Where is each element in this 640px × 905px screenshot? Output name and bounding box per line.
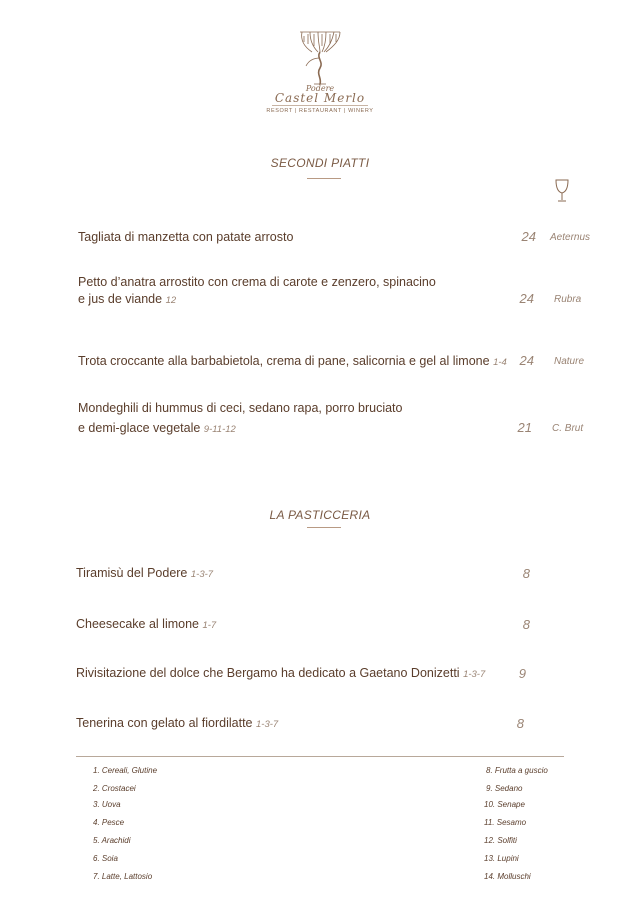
wine-pairing: Nature [554,356,585,367]
allergen-codes: 1-3-7 [256,719,279,730]
menu-item-name-cont: e demi-glace vegetale 9-11-12 [78,421,236,435]
footer-divider [76,756,564,757]
logo-divider [272,105,368,106]
wine-pairing: C. Brut [552,423,584,434]
allergen-entry: 4. Pesce [93,818,125,827]
dessert-item-price: 9 [518,666,526,681]
wine-pairing: Rubra [554,294,582,305]
allergen-entry: 5. Arachidi [93,836,131,845]
menu-item-name-cont: e jus de viande 12 [78,292,177,306]
section-divider [307,527,341,528]
menu-item-name: Tagliata di manzetta con patate arrosto [78,230,294,244]
allergen-codes: 1-3-7 [463,669,486,680]
allergen-entry: 9. Sedano [486,784,523,793]
section-title-pasticceria: LA PASTICCERIA [269,508,371,522]
allergen-entry: 7. Latte, Lattosio [93,872,153,881]
allergen-codes: 12 [165,295,177,306]
allergen-entry: 1. Cereali, Glutine [93,766,158,775]
menu-item-price: 24 [519,353,534,368]
menu-item-price: 21 [517,420,532,435]
allergen-entry: 11. Sesamo [484,818,527,827]
menu-item-name: Petto d’anatra arrostito con crema di carote e zenzero, spinacino [78,275,436,289]
section-title-secondi: SECONDI PIATTI [270,156,370,170]
brand-name: Castel Merlo [274,91,366,105]
menu-item-price: 24 [519,291,534,306]
allergen-entry: 3. Uova [93,800,121,809]
menu-item-name: Trota croccante alla barbabietola, crema di pane, salicornia e gel al limone 1-4 [78,354,507,368]
allergen-entry: 10. Senape [484,800,525,809]
dessert-item-name: Tiramisù del Podere 1-3-7 [76,566,214,580]
vine-tree-icon [270,28,370,88]
allergen-entry: 2. Crostacei [93,784,136,793]
allergen-codes: 9-11-12 [203,424,236,435]
allergen-codes: 1-3-7 [190,569,214,580]
menu-item-name: Mondeghili di hummus di ceci, sedano rapa, porro bruciato [78,401,403,415]
wine-glass-icon [552,178,572,209]
allergen-entry: 6. Soia [93,854,118,863]
dessert-item-price: 8 [516,716,524,731]
dessert-item-price: 8 [522,617,530,632]
menu-item-price: 24 [521,229,536,244]
allergen-entry: 8. Frutta a guscio [486,766,548,775]
allergen-entry: 14. Molluschi [484,872,531,881]
allergen-entry: 12. Solfiti [484,836,517,845]
brand-name-small: Podere [305,84,335,93]
section-divider [307,178,341,179]
dessert-item-name: Tenerina con gelato al fiordilatte 1-3-7 [76,716,279,730]
brand-tagline: RESORT | RESTAURANT | WINERY [266,108,374,114]
dessert-item-price: 8 [522,566,530,581]
dessert-item-name: Cheesecake al limone 1-7 [76,617,217,631]
allergen-entry: 13. Lupini [484,854,519,863]
wine-pairing: Aeternus [550,232,591,243]
dessert-item-name: Rivisitazione del dolce che Bergamo ha dedicato a Gaetano Donizetti 1-3-7 [76,666,486,680]
allergen-codes: 1-7 [202,620,217,631]
allergen-codes: 1-4 [493,357,507,368]
